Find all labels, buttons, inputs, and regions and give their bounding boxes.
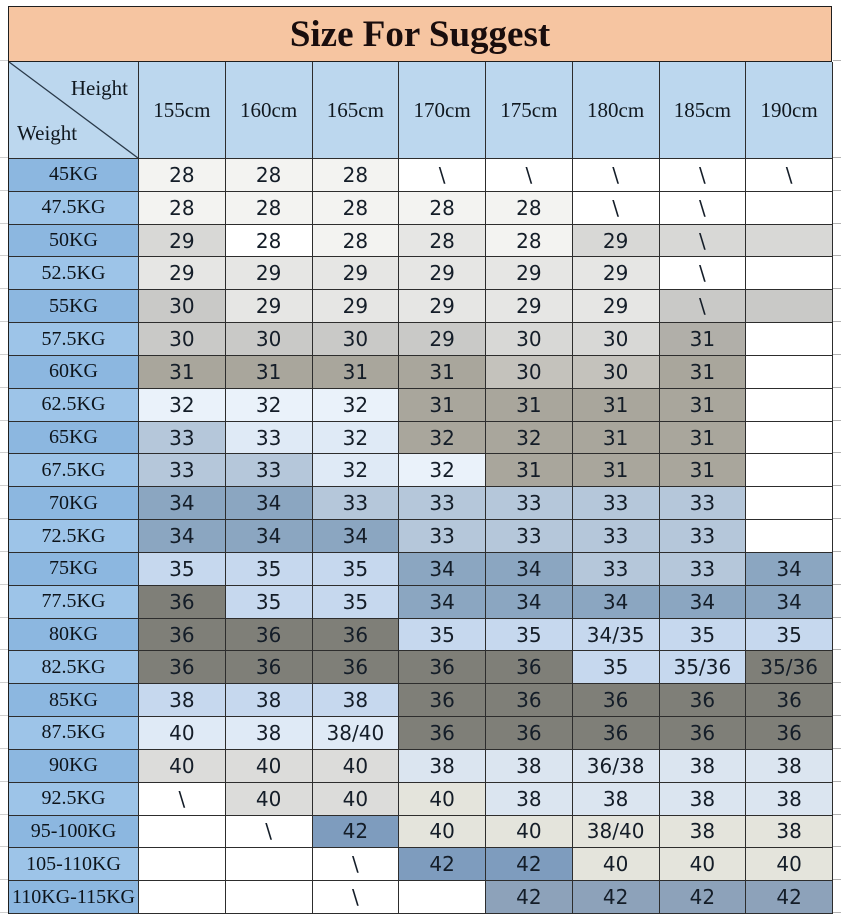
size-cell: 38 xyxy=(139,684,226,717)
size-cell: 31 xyxy=(399,389,486,422)
size-cell xyxy=(399,881,486,914)
edge-line xyxy=(833,552,841,585)
size-cell: 35 xyxy=(313,553,400,586)
edge-line xyxy=(0,355,8,388)
edge-line xyxy=(0,815,8,848)
edge-line xyxy=(833,847,841,880)
size-cell: 28 xyxy=(226,159,313,192)
size-cell: 35 xyxy=(226,586,313,619)
size-cell: 36 xyxy=(486,684,573,717)
size-cell xyxy=(746,389,833,422)
size-cell: 31 xyxy=(573,389,660,422)
size-cell: 38 xyxy=(573,783,660,816)
size-cell: \ xyxy=(746,159,833,192)
size-cell: 40 xyxy=(573,848,660,881)
weight-row-header: 77.5KG xyxy=(9,586,139,619)
size-cell: 33 xyxy=(573,487,660,520)
edge-line xyxy=(0,289,8,322)
size-cell: 34 xyxy=(139,487,226,520)
size-cell: 32 xyxy=(313,422,400,455)
size-cell: 36 xyxy=(399,717,486,750)
size-cell: 38 xyxy=(660,750,747,783)
size-cell: 40 xyxy=(399,783,486,816)
size-cell: 36 xyxy=(746,717,833,750)
size-cell: 33 xyxy=(660,520,747,553)
size-cell: 38/40 xyxy=(313,717,400,750)
edge-line xyxy=(833,355,841,388)
size-cell xyxy=(746,454,833,487)
size-cell: 31 xyxy=(660,323,747,356)
size-cell: 31 xyxy=(573,422,660,455)
edge-line xyxy=(833,519,841,552)
weight-row-header: 92.5KG xyxy=(9,783,139,816)
size-cell: 38 xyxy=(746,816,833,849)
size-cell: 33 xyxy=(660,487,747,520)
size-chart-title: Size For Suggest xyxy=(8,6,832,61)
size-cell: 36 xyxy=(139,586,226,619)
size-cell: 38 xyxy=(226,684,313,717)
size-cell: 34/35 xyxy=(573,619,660,652)
size-cell xyxy=(746,356,833,389)
edge-line xyxy=(0,880,8,913)
weight-row-header: 55KG xyxy=(9,290,139,323)
weight-row-header: 85KG xyxy=(9,684,139,717)
edge-line xyxy=(0,585,8,618)
size-cell: \ xyxy=(139,783,226,816)
size-cell: 33 xyxy=(226,422,313,455)
size-cell: 29 xyxy=(313,290,400,323)
size-cell: 36 xyxy=(486,717,573,750)
size-cell: 36 xyxy=(573,717,660,750)
size-cell: 38 xyxy=(399,750,486,783)
height-column-header: 185cm xyxy=(660,62,747,159)
size-cell: 33 xyxy=(399,520,486,553)
weight-row-header: 105-110KG xyxy=(9,848,139,881)
edge-line xyxy=(833,289,841,322)
right-edge-sliver xyxy=(833,6,841,913)
size-cell: 33 xyxy=(313,487,400,520)
edge-line xyxy=(833,880,841,913)
size-cell xyxy=(139,881,226,914)
height-column-header: 165cm xyxy=(313,62,400,159)
size-cell: 34 xyxy=(486,553,573,586)
size-cell: 36 xyxy=(486,651,573,684)
weight-row-header: 50KG xyxy=(9,225,139,258)
size-cell: 32 xyxy=(139,389,226,422)
size-cell xyxy=(746,422,833,455)
height-column-header: 170cm xyxy=(399,62,486,159)
weight-row-header: 80KG xyxy=(9,619,139,652)
size-cell: 33 xyxy=(486,487,573,520)
edge-line xyxy=(833,716,841,749)
size-cell xyxy=(139,848,226,881)
size-cell: 40 xyxy=(486,816,573,849)
size-cell: 28 xyxy=(139,159,226,192)
edge-line xyxy=(0,847,8,880)
size-cell: 28 xyxy=(399,225,486,258)
size-cell: 35/36 xyxy=(660,651,747,684)
weight-row-header: 52.5KG xyxy=(9,257,139,290)
edge-line xyxy=(833,322,841,355)
size-cell: 42 xyxy=(486,881,573,914)
size-cell: 30 xyxy=(139,290,226,323)
size-cell: 29 xyxy=(399,323,486,356)
edge-line xyxy=(0,158,8,191)
size-cell: 42 xyxy=(660,881,747,914)
weight-row-header: 87.5KG xyxy=(9,717,139,750)
size-cell: 33 xyxy=(573,553,660,586)
size-cell: 34 xyxy=(573,586,660,619)
weight-row-header: 57.5KG xyxy=(9,323,139,356)
size-cell: 38 xyxy=(486,783,573,816)
size-cell: 36 xyxy=(746,684,833,717)
size-cell: 40 xyxy=(399,816,486,849)
size-cell: \ xyxy=(573,192,660,225)
size-cell: 42 xyxy=(313,816,400,849)
size-cell: \ xyxy=(573,159,660,192)
size-cell: 30 xyxy=(573,356,660,389)
size-cell: 31 xyxy=(660,389,747,422)
size-cell: 35 xyxy=(226,553,313,586)
edge-line xyxy=(0,618,8,651)
size-cell: 31 xyxy=(486,454,573,487)
size-cell: 34 xyxy=(313,520,400,553)
size-cell: 30 xyxy=(313,323,400,356)
weight-row-header: 45KG xyxy=(9,159,139,192)
edge-line xyxy=(0,519,8,552)
weight-row-header: 95-100KG xyxy=(9,816,139,849)
size-cell: 28 xyxy=(313,192,400,225)
size-cell: \ xyxy=(660,257,747,290)
size-cell: 30 xyxy=(486,323,573,356)
size-cell: 31 xyxy=(399,356,486,389)
size-cell: 38 xyxy=(660,816,747,849)
weight-row-header: 60KG xyxy=(9,356,139,389)
height-column-header: 155cm xyxy=(139,62,226,159)
edge-line xyxy=(833,388,841,421)
size-cell: 42 xyxy=(573,881,660,914)
size-cell: \ xyxy=(660,290,747,323)
size-cell xyxy=(139,816,226,849)
size-cell: 29 xyxy=(486,290,573,323)
size-cell: 32 xyxy=(399,422,486,455)
size-cell: 32 xyxy=(226,389,313,422)
size-cell: 36 xyxy=(313,619,400,652)
edge-line xyxy=(833,6,841,61)
edge-line xyxy=(0,650,8,683)
edge-line xyxy=(0,191,8,224)
size-cell xyxy=(226,848,313,881)
size-cell: 31 xyxy=(486,389,573,422)
edge-line xyxy=(0,716,8,749)
size-cell xyxy=(746,520,833,553)
weight-row-header: 75KG xyxy=(9,553,139,586)
size-cell: 36 xyxy=(660,684,747,717)
edge-line xyxy=(833,683,841,716)
size-cell: 29 xyxy=(139,257,226,290)
size-cell: 28 xyxy=(486,192,573,225)
size-cell: \ xyxy=(226,816,313,849)
size-cell: \ xyxy=(486,159,573,192)
size-cell: 28 xyxy=(486,225,573,258)
size-cell: 40 xyxy=(660,848,747,881)
edge-line xyxy=(0,6,8,61)
edge-line xyxy=(833,61,841,158)
size-cell: 34 xyxy=(746,586,833,619)
size-cell: 34 xyxy=(660,586,747,619)
edge-line xyxy=(833,421,841,454)
edge-line xyxy=(833,158,841,191)
size-cell: 29 xyxy=(226,290,313,323)
size-cell: 31 xyxy=(660,454,747,487)
size-cell: 34 xyxy=(746,553,833,586)
size-cell: 30 xyxy=(486,356,573,389)
height-column-header: 180cm xyxy=(573,62,660,159)
size-cell: 36 xyxy=(139,651,226,684)
size-cell: 32 xyxy=(313,389,400,422)
size-cell: 33 xyxy=(399,487,486,520)
size-cell: 42 xyxy=(399,848,486,881)
edge-line xyxy=(833,453,841,486)
size-cell: 38/40 xyxy=(573,816,660,849)
edge-line xyxy=(0,388,8,421)
edge-line xyxy=(833,749,841,782)
size-cell: 29 xyxy=(139,225,226,258)
size-chart-sheet xyxy=(8,6,832,914)
edge-line xyxy=(833,224,841,257)
edge-line xyxy=(0,322,8,355)
size-cell: 35/36 xyxy=(746,651,833,684)
edge-line xyxy=(833,256,841,289)
size-cell: 32 xyxy=(313,454,400,487)
size-cell: 36 xyxy=(226,651,313,684)
size-cell: \ xyxy=(399,159,486,192)
size-cell: 28 xyxy=(313,225,400,258)
size-cell: 29 xyxy=(399,257,486,290)
edge-line xyxy=(0,552,8,585)
size-cell: 36 xyxy=(399,684,486,717)
edge-line xyxy=(833,486,841,519)
edge-line xyxy=(0,486,8,519)
size-cell: 31 xyxy=(573,454,660,487)
size-cell: 34 xyxy=(486,586,573,619)
weight-row-header: 72.5KG xyxy=(9,520,139,553)
edge-line xyxy=(0,683,8,716)
corner-cell xyxy=(9,62,139,159)
size-cell: 29 xyxy=(399,290,486,323)
edge-line xyxy=(833,618,841,651)
size-cell xyxy=(226,881,313,914)
size-cell: 31 xyxy=(313,356,400,389)
size-cell: 36 xyxy=(313,651,400,684)
size-cell: 35 xyxy=(399,619,486,652)
size-cell: 32 xyxy=(399,454,486,487)
weight-row-header: 47.5KG xyxy=(9,192,139,225)
size-cell: 30 xyxy=(139,323,226,356)
size-cell: 31 xyxy=(139,356,226,389)
size-cell: 29 xyxy=(573,290,660,323)
size-cell: 38 xyxy=(746,783,833,816)
size-cell: 38 xyxy=(313,684,400,717)
left-margin-ticks xyxy=(0,6,8,913)
size-cell: 35 xyxy=(139,553,226,586)
size-cell: 35 xyxy=(573,651,660,684)
height-axis-label: Height xyxy=(70,76,128,100)
size-cell: 29 xyxy=(573,225,660,258)
edge-line xyxy=(833,782,841,815)
edge-line xyxy=(833,815,841,848)
weight-row-header: 65KG xyxy=(9,422,139,455)
size-cell: 40 xyxy=(226,750,313,783)
size-cell: 36 xyxy=(573,684,660,717)
edge-line xyxy=(0,224,8,257)
size-cell: 30 xyxy=(226,323,313,356)
size-cell: 34 xyxy=(399,553,486,586)
size-cell: 35 xyxy=(313,586,400,619)
size-cell: 38 xyxy=(660,783,747,816)
size-cell: 40 xyxy=(313,783,400,816)
size-cell: 35 xyxy=(486,619,573,652)
size-cell xyxy=(746,192,833,225)
size-cell xyxy=(746,323,833,356)
edge-line xyxy=(0,256,8,289)
size-cell: 28 xyxy=(399,192,486,225)
weight-row-header: 82.5KG xyxy=(9,651,139,684)
size-cell: 30 xyxy=(573,323,660,356)
edge-line xyxy=(0,749,8,782)
size-cell: 31 xyxy=(660,356,747,389)
edge-line xyxy=(833,650,841,683)
weight-row-header: 62.5KG xyxy=(9,389,139,422)
height-column-header: 190cm xyxy=(746,62,833,159)
size-cell: 28 xyxy=(313,159,400,192)
size-cell: 29 xyxy=(313,257,400,290)
size-cell: 28 xyxy=(226,192,313,225)
size-cell: \ xyxy=(660,225,747,258)
edge-line xyxy=(0,421,8,454)
weight-row-header: 110KG-115KG xyxy=(9,881,139,914)
size-cell: 32 xyxy=(486,422,573,455)
size-cell: 38 xyxy=(226,717,313,750)
size-cell: 33 xyxy=(226,454,313,487)
edge-line xyxy=(0,782,8,815)
edge-line xyxy=(0,61,8,158)
height-column-header: 175cm xyxy=(486,62,573,159)
size-cell: \ xyxy=(313,881,400,914)
size-cell: 33 xyxy=(139,422,226,455)
size-cell: 36 xyxy=(399,651,486,684)
edge-line xyxy=(833,191,841,224)
size-cell: 38 xyxy=(746,750,833,783)
size-cell: 40 xyxy=(313,750,400,783)
size-cell xyxy=(746,225,833,258)
size-cell: 34 xyxy=(399,586,486,619)
size-cell: 29 xyxy=(486,257,573,290)
size-cell: 34 xyxy=(226,487,313,520)
size-cell: 36 xyxy=(226,619,313,652)
size-cell xyxy=(746,257,833,290)
size-cell: 40 xyxy=(139,717,226,750)
size-cell: 33 xyxy=(486,520,573,553)
size-cell: 34 xyxy=(226,520,313,553)
size-cell: 35 xyxy=(660,619,747,652)
size-cell: 38 xyxy=(486,750,573,783)
weight-axis-label: Weight xyxy=(17,121,78,145)
size-cell: 40 xyxy=(139,750,226,783)
size-cell: 36 xyxy=(660,717,747,750)
size-cell: 33 xyxy=(573,520,660,553)
weight-row-header: 90KG xyxy=(9,750,139,783)
size-cell: \ xyxy=(660,159,747,192)
size-cell: 29 xyxy=(573,257,660,290)
size-cell: 33 xyxy=(139,454,226,487)
size-cell xyxy=(746,487,833,520)
size-grid xyxy=(8,61,832,914)
edge-line xyxy=(0,453,8,486)
edge-line xyxy=(833,585,841,618)
size-cell: 31 xyxy=(660,422,747,455)
size-cell: 35 xyxy=(746,619,833,652)
size-cell: 34 xyxy=(139,520,226,553)
size-cell: 42 xyxy=(486,848,573,881)
size-cell: 36 xyxy=(139,619,226,652)
size-cell: 42 xyxy=(746,881,833,914)
size-cell: 40 xyxy=(226,783,313,816)
size-cell: 29 xyxy=(226,257,313,290)
size-cell: 40 xyxy=(746,848,833,881)
size-cell: \ xyxy=(660,192,747,225)
height-column-header: 160cm xyxy=(226,62,313,159)
size-cell: \ xyxy=(313,848,400,881)
size-cell: 28 xyxy=(226,225,313,258)
size-cell: 28 xyxy=(139,192,226,225)
size-cell: 31 xyxy=(226,356,313,389)
size-cell xyxy=(746,290,833,323)
size-cell: 33 xyxy=(660,553,747,586)
weight-row-header: 70KG xyxy=(9,487,139,520)
weight-row-header: 67.5KG xyxy=(9,454,139,487)
size-cell: 36/38 xyxy=(573,750,660,783)
